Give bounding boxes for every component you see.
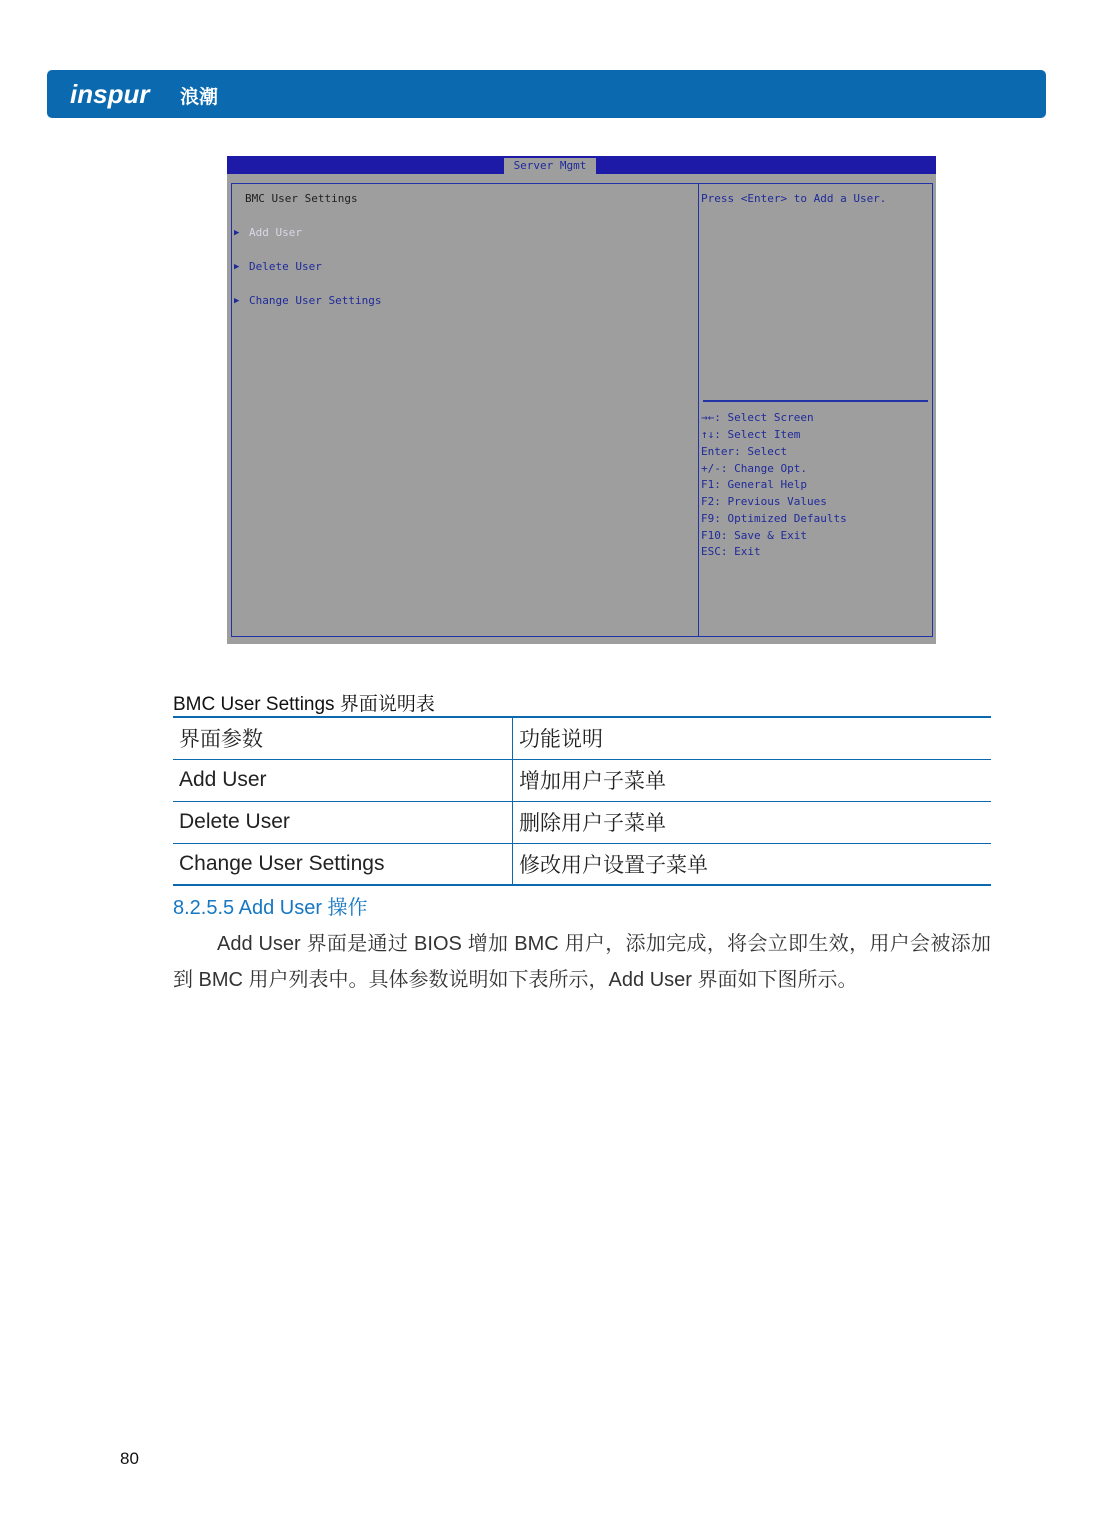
table-cell: 修改用户设置子菜单 (513, 843, 992, 885)
table-row (173, 801, 991, 843)
bios-tab-server-mgmt[interactable]: Server Mgmt (504, 158, 596, 174)
table-cell: 删除用户子菜单 (513, 801, 992, 843)
bios-key-hint: F1: General Help (701, 478, 807, 491)
page-number: 80 (120, 1449, 139, 1468)
submenu-arrow-icon: ▶ (234, 228, 240, 238)
table-row (173, 759, 991, 801)
table-row (173, 843, 991, 885)
table-cell: 增加用户子菜单 (513, 759, 992, 801)
parameter-table (173, 716, 991, 886)
table-cell: Delete User (173, 801, 513, 843)
bios-key-hint: →←: Select Screen (701, 411, 814, 424)
table-cell: 界面参数 (173, 717, 513, 759)
bios-help-divider (703, 400, 928, 402)
table-header-row (173, 717, 991, 759)
table-cell: Add User (173, 759, 513, 801)
bios-screenshot (227, 156, 936, 644)
bios-main-panel (231, 183, 699, 637)
bios-key-hint: Enter: Select (701, 445, 788, 458)
bios-key-hint: ↑↓: Select Item (701, 428, 801, 441)
table-cell: 功能说明 (513, 717, 992, 759)
bios-key-hint: F9: Optimized Defaults (701, 512, 847, 525)
bios-page-title: BMC User Settings (245, 192, 358, 205)
submenu-arrow-icon: ▶ (234, 262, 240, 272)
bios-key-hint: ESC: Exit (701, 545, 761, 558)
section-heading: 8.2.5.5 Add User 操作 (173, 897, 368, 919)
bios-key-hint: +/-: Change Opt. (701, 462, 807, 475)
table-caption: BMC User Settings 界面说明表 (173, 694, 435, 715)
table-cell: Change User Settings (173, 843, 513, 885)
bios-key-hint: F2: Previous Values (701, 495, 827, 508)
submenu-arrow-icon: ▶ (234, 296, 240, 306)
bios-item-change-user-settings[interactable]: Change User Settings (249, 294, 382, 307)
bios-help-text: Press <Enter> to Add a User. (701, 192, 887, 205)
body-paragraph: Add User 界面是通过 BIOS 增加 BMC 用户，添加完成，将会立即生效，用户会被添加到 BMC 用户列表中。具体参数说明如下表所示，Add User 界面如下图所示。 (173, 933, 991, 991)
bios-key-hint: F10: Save & Exit (701, 529, 807, 542)
inspur-logo-cn: 浪潮 (180, 87, 219, 108)
inspur-logo: inspur (70, 79, 150, 109)
bios-item-add-user[interactable]: Add User (249, 226, 302, 239)
bios-item-delete-user[interactable]: Delete User (249, 260, 322, 273)
